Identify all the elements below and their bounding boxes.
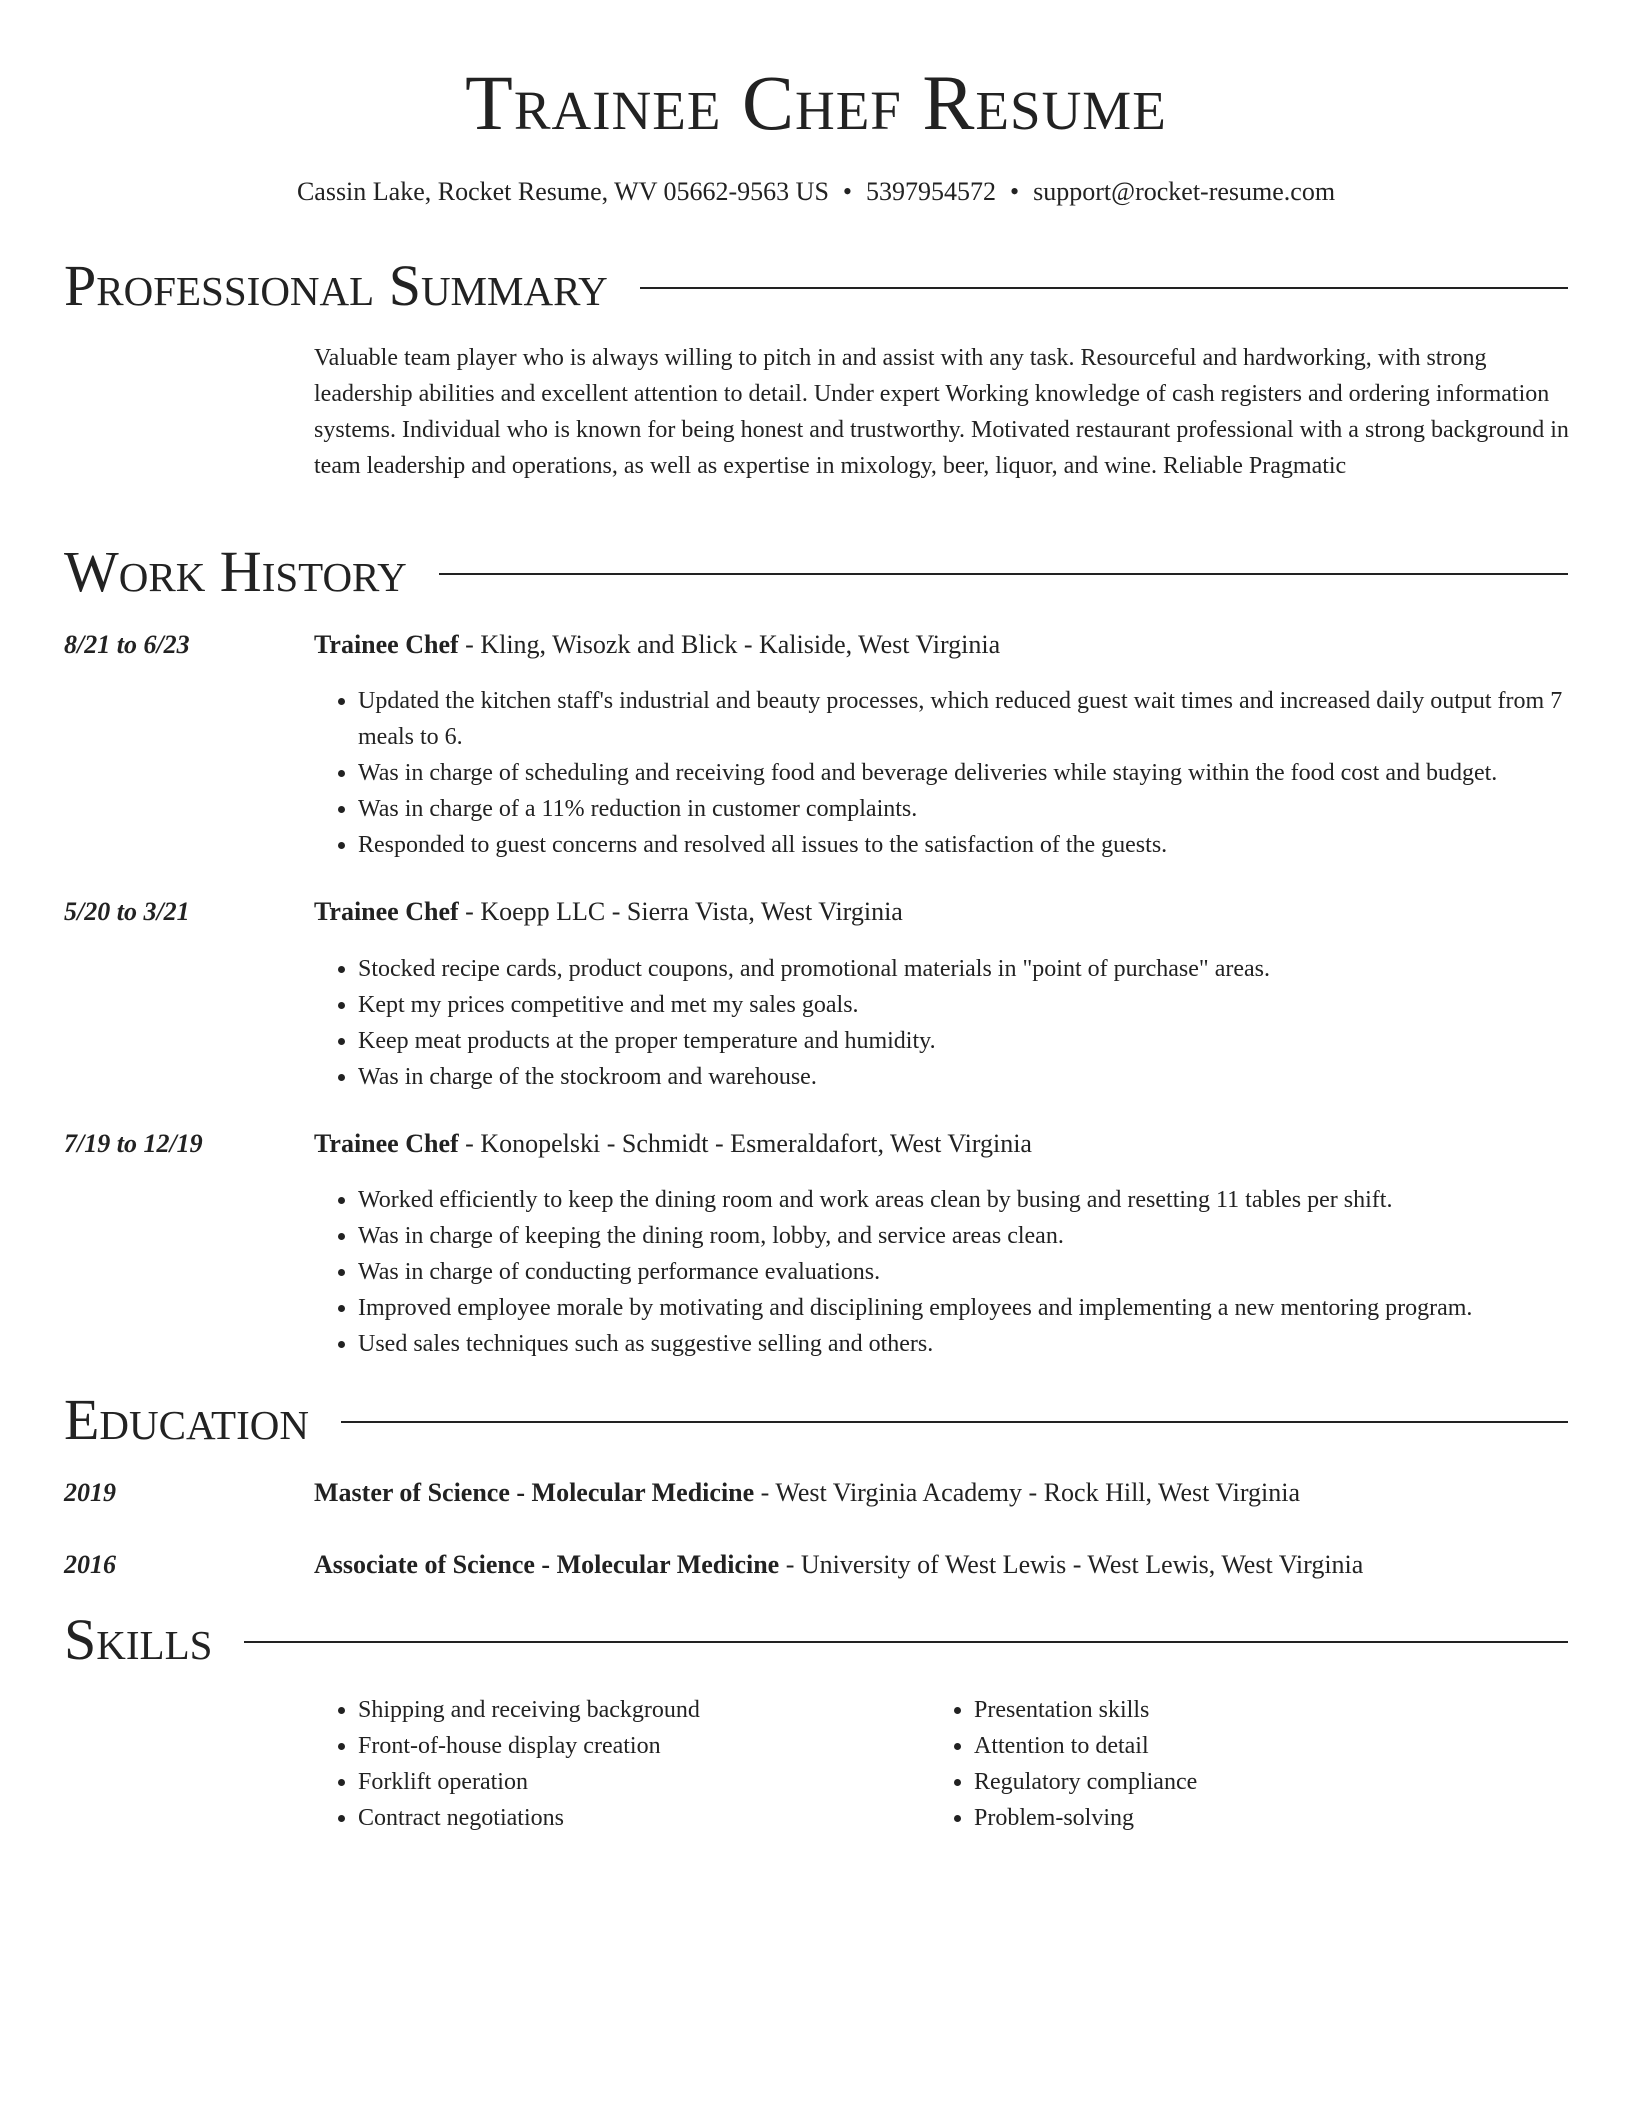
- job-bullet: • Was in charge of a 11% reduction in customer complaints.: [358, 791, 1620, 827]
- job-bullet: • Kept my prices competitive and met my sales goals.: [358, 987, 1620, 1023]
- job-bullet: • Stocked recipe cards, product coupons, and promotional materials in "point of purchase" areas.: [358, 951, 1620, 987]
- summary-section-header: [64, 254, 1568, 318]
- job-title: Trainee Chef: [314, 630, 459, 659]
- education-school: - University of West Lewis - West Lewis, West Virginia: [779, 1550, 1364, 1579]
- skill-item: • Forklift operation: [358, 1764, 700, 1800]
- education-section-header: [64, 1388, 1568, 1452]
- job-bullet: • Was in charge of the stockroom and warehouse.: [358, 1059, 1620, 1095]
- education-entry: [314, 1476, 1300, 1510]
- summary-text: Valuable team player who is always willing to pitch in and assist with any task. Resourceful and hardworking, with strong leadership abilities and excellent attention to detail. Under expert Working knowledge of cash registers and ordering information systems. Individual who is known for being honest and trustworthy. Motivated restaurant professional with a strong background in team leadership and operations, as well as expertise in mixology, beer, liquor, and wine. Reliable Pragmatic: [314, 345, 1569, 479]
- education-degree: Associate of Science - Molecular Medicine: [314, 1550, 780, 1579]
- job-bullet: • Updated the kitchen staff's industrial and beauty processes, which reduced guest wait times and increased daily output from 7 meals to 6.: [358, 683, 1620, 755]
- section-divider: [341, 1421, 1568, 1423]
- education-year: 2019: [64, 1478, 116, 1507]
- section-divider: [244, 1641, 1568, 1643]
- job-dates: 8/21 to 6/23: [64, 630, 190, 659]
- education-degree: Master of Science - Molecular Medicine: [314, 1478, 755, 1507]
- resume-title: Trainee Chef Resume: [465, 59, 1167, 146]
- skill-item: • Contract negotiations: [358, 1800, 700, 1836]
- job-employer: - Koepp LLC - Sierra Vista, West Virginia: [458, 897, 903, 926]
- contact-address: Cassin Lake, Rocket Resume, WV 05662-9563 US: [296, 177, 829, 206]
- skill-item: • Presentation skills: [974, 1692, 1197, 1728]
- job-bullets: [314, 1182, 1620, 1362]
- education-year: 2016: [64, 1550, 116, 1579]
- job-employer: - Konopelski - Schmidt - Esmeraldafort, West Virginia: [458, 1129, 1032, 1158]
- job-title: Trainee Chef: [314, 1129, 459, 1158]
- skill-item: • Shipping and receiving background: [358, 1692, 700, 1728]
- contact-separator: •: [1010, 177, 1020, 206]
- contact-email: support@rocket-resume.com: [1033, 177, 1336, 206]
- job-bullets: [314, 683, 1620, 863]
- job-bullets: [314, 951, 1620, 1095]
- job-bullet: • Used sales techniques such as suggestive selling and others.: [358, 1326, 1620, 1362]
- job-bullet: • Was in charge of conducting performance evaluations.: [358, 1254, 1620, 1290]
- job-bullet: • Worked efficiently to keep the dining room and work areas clean by busing and resetting 11 tables per shift.: [358, 1182, 1620, 1218]
- job-dates: 5/20 to 3/21: [64, 897, 190, 926]
- education-entry: [314, 1548, 1363, 1582]
- skills-list-right: [930, 1692, 1197, 1836]
- section-divider: [640, 287, 1568, 289]
- job-title-line: [314, 628, 1000, 662]
- skill-item: • Regulatory compliance: [974, 1764, 1197, 1800]
- skills-list-left: [314, 1692, 700, 1836]
- skills-heading: Skills: [64, 1607, 213, 1672]
- work-section-header: [64, 540, 1568, 604]
- job-dates: 7/19 to 12/19: [64, 1129, 203, 1158]
- section-divider: [439, 573, 1568, 575]
- skill-item: • Problem-solving: [974, 1800, 1197, 1836]
- job-bullet: • Improved employee morale by motivating and disciplining employees and implementing a new mentoring program.: [358, 1290, 1620, 1326]
- summary-heading: Professional Summary: [64, 253, 608, 318]
- education-school: - West Virginia Academy - Rock Hill, West Virginia: [754, 1478, 1301, 1507]
- contact-separator: •: [842, 177, 853, 206]
- education-heading: Education: [64, 1387, 309, 1452]
- job-employer: - Kling, Wisozk and Blick - Kaliside, West Virginia: [458, 630, 1001, 659]
- skills-section-header: [64, 1608, 1568, 1672]
- job-title-line: [314, 1127, 1032, 1161]
- job-bullet: • Keep meat products at the proper temperature and humidity.: [358, 1023, 1620, 1059]
- job-bullet: • Responded to guest concerns and resolved all issues to the satisfaction of the guests.: [358, 827, 1620, 863]
- job-bullet: • Was in charge of keeping the dining room, lobby, and service areas clean.: [358, 1218, 1620, 1254]
- contact-line: [0, 175, 1632, 209]
- job-title: Trainee Chef: [314, 897, 459, 926]
- job-bullet: • Was in charge of scheduling and receiving food and beverage deliveries while staying within the food cost and budget.: [358, 755, 1620, 791]
- skill-item: • Attention to detail: [974, 1728, 1197, 1764]
- work-heading: Work History: [64, 539, 407, 604]
- job-title-line: [314, 895, 903, 929]
- skill-item: • Front-of-house display creation: [358, 1728, 700, 1764]
- contact-phone: 5397954572: [866, 177, 997, 206]
